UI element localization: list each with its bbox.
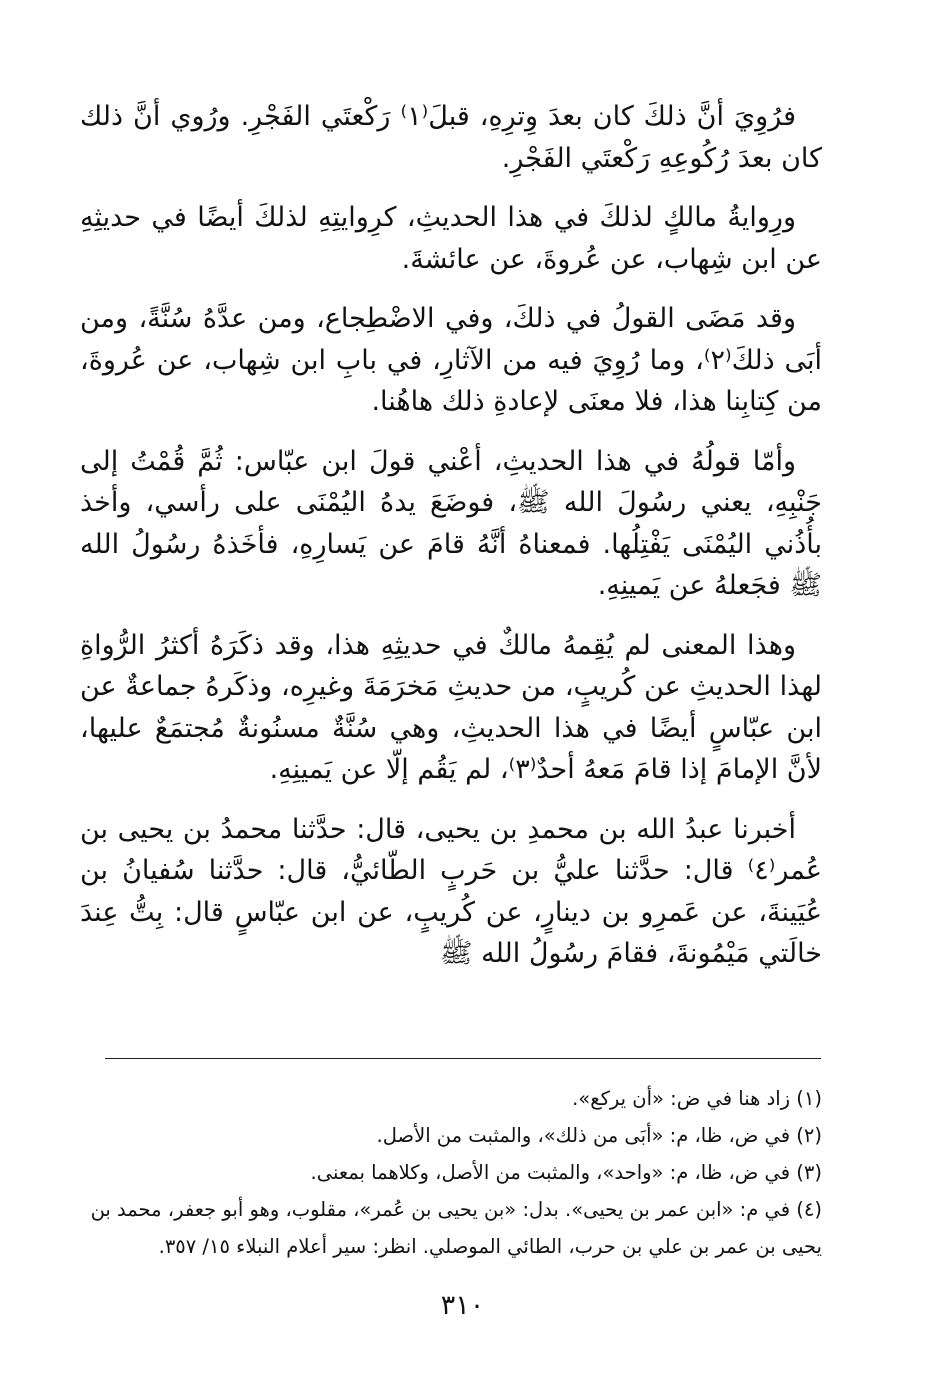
footnote: (٤) في م: «ابن عمر بن يحيى». بدل: «بن يحيى بن عُمر»، مقلوب، وهو أبو جعفر، محمد بن يحيى بن عمر بن علي بن حرب، الطائي الموصلي. انظر: سير أعلام النبلاء ١٥/ ٣٥٧. <box>90 1198 822 1258</box>
paragraph: وقد مَضَى القولُ في ذلكَ، وفي الاضْطِجاع، ومن عدَّهُ سُنَّةً، ومن أبَى ذلكَ⁽٢⁾، وما رُوِيَ فيه من الآثارِ، في بابِ ابن شِهاب، عن عُروةَ، من كِتابِنا هذا، فلا معنَى لإعادةِ ذلك هاهُنا. <box>80 303 822 417</box>
footnote: (٢) في ض، ظا، م: «أبَى من ذلك»، والمثبت من الأصل. <box>376 1124 822 1147</box>
paragraph: وأمّا قولُهُ في هذا الحديثِ، أعْني قولَ ابن عبّاس: ثُمَّ قُمْتُ إلى جَنْبِهِ، يعني رسُولَ الله ﷺ، فوضَعَ يدهُ اليُمْنَى على رأسي، وأخذ بأُذُني اليُمْنَى يَفْتِلُها. فمعناهُ أنَّهُ قامَ عن يَسارِهِ، فأخَذهُ رسُولُ الله ﷺ فجَعلهُ عن يَمينِهِ. <box>80 445 822 601</box>
main-text <box>80 96 822 993</box>
footnote-divider <box>105 1058 821 1059</box>
paragraph: ورِوايةُ مالكٍ لذلكَ في هذا الحديثِ، كرِوايتِهِ لذلكَ أيضًا في حديثِهِ عن ابن شِهاب، عن عُروةَ، عن عائشةَ. <box>80 202 822 275</box>
page-number: ٣١٠ <box>440 1290 485 1321</box>
footnote: (١) زاد هنا في ض: «أن يركع». <box>572 1087 822 1110</box>
footnotes <box>80 1080 822 1265</box>
paragraph: وهذا المعنى لم يُقِمهُ مالكٌ في حديثِهِ هذا، وقد ذكَرَهُ أكثرُ الرُّواةِ لهذا الحديثِ عن كُريبٍ، من حديثِ مَخرَمَةَ وغيرِه، وذكَرهُ جماعةٌ عن ابن عبّاسٍ أيضًا في هذا الحديثِ، وهي سُنَّةٌ مسنُونةٌ مُجتمَعٌ عليها، لأنَّ الإمامَ إذا قامَ مَعهُ أحدٌ⁽٣⁾، لم يَقُم إلّا عن يَمينِهِ. <box>80 629 822 785</box>
paragraph: أخبرنا عبدُ الله بن محمدِ بن يحيى، قال: حدَّثنا محمدُ بن يحيى بن عُمر⁽٤⁾ قال: حدَّثنا عليُّ بن حَربٍ الطّائيُّ، قال: حدَّثنا سُفيانُ بن عُيَينةَ، عن عَمرِو بن دينارٍ، عن كُريبٍ، عن ابن عبّاسٍ قال: بِتُّ عِندَ خالَتي مَيْمُونةَ، فقامَ رسُولُ الله ﷺ <box>80 813 822 969</box>
footnote: (٣) في ض، ظا، م: «واحد»، والمثبت من الأصل، وكلاهما بمعنى. <box>310 1161 822 1184</box>
paragraph: فرُوِيَ أنَّ ذلكَ كان بعدَ وِترِهِ، قبلَ⁽١⁾ رَكْعتَي الفَجْرِ. ورُوي أنَّ ذلك كان بعدَ رُكُوعِهِ رَكْعتَي الفَجْرِ. <box>80 101 822 174</box>
